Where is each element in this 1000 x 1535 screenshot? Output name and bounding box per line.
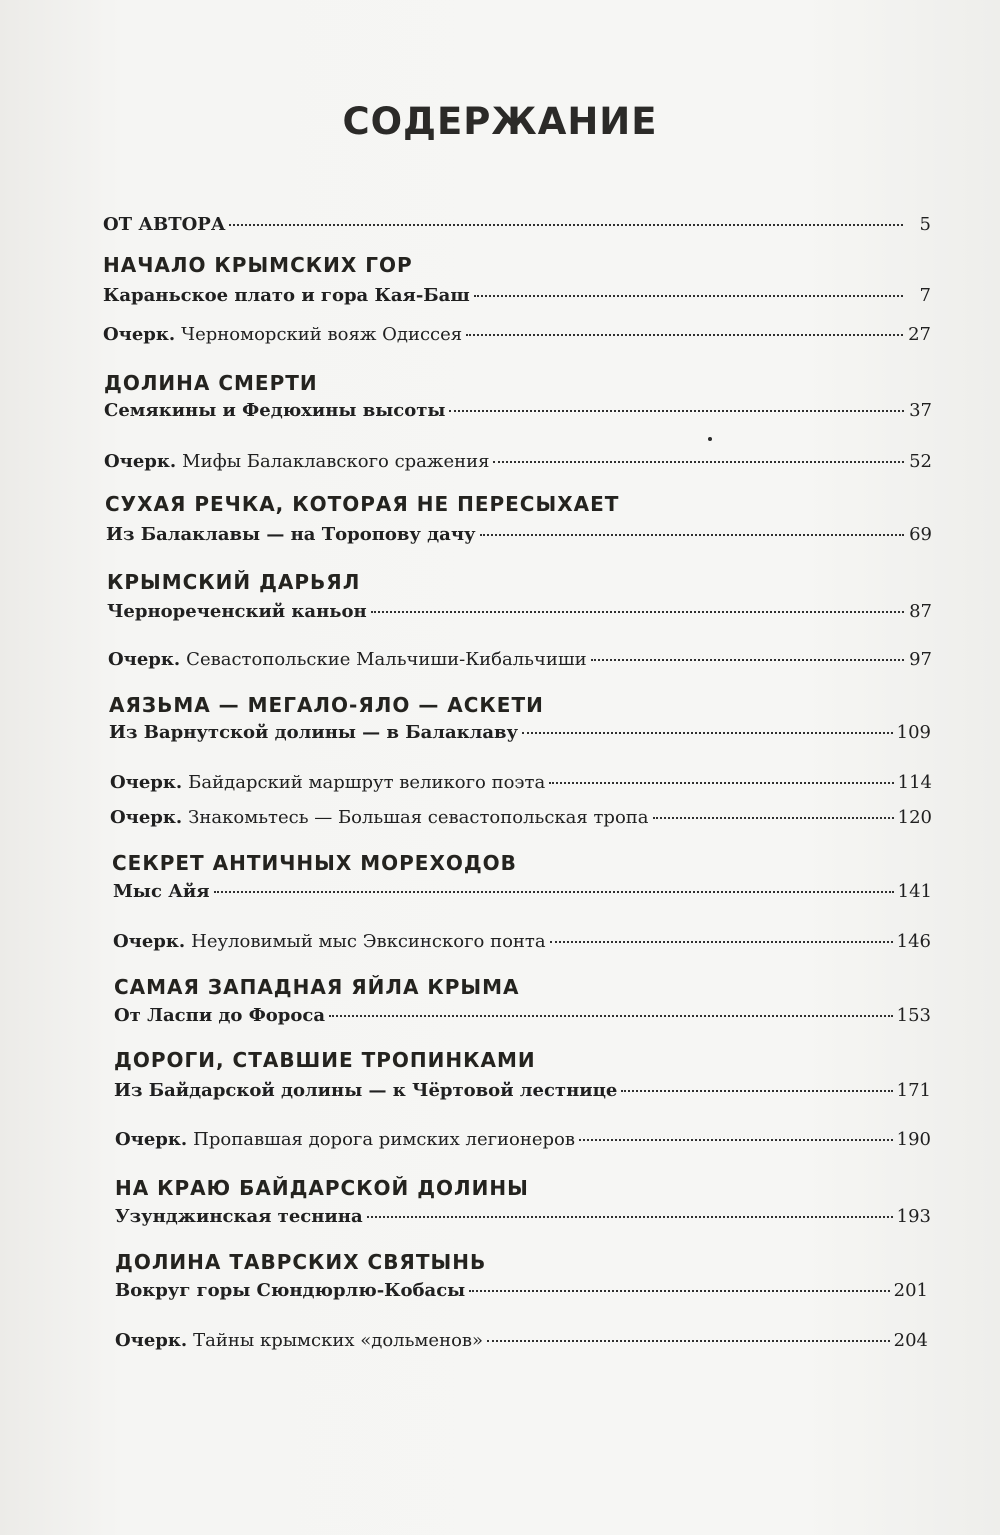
essay-prefix: Очерк. [115,1129,188,1150]
section-heading: АЯЗЬМА — МЕГАЛО-ЯЛО — АСКЕТИ [109,693,544,717]
toc-entry-label: ОТ АВТОРА [103,214,226,235]
leader-dots [466,334,903,336]
leader-dots [549,782,893,784]
toc-entry [115,1206,931,1228]
section-heading: ДОРОГИ, СТАВШИЕ ТРОПИНКАМИ [114,1048,536,1072]
toc-entry-label: Чернореченский каньон [107,601,367,622]
leader-dots [621,1090,892,1092]
section-heading: ДОЛИНА СМЕРТИ [104,371,318,395]
toc-entry [114,1005,931,1027]
toc-page-number: 97 [909,649,932,670]
toc-entry-label: Узунджинская теснина [115,1206,363,1227]
leader-dots [480,534,904,536]
leader-dots [367,1216,893,1218]
toc-page-number: 153 [896,1005,931,1026]
toc-entry [115,1280,928,1302]
toc-entry-label: Севастопольские Мальчиши-Кибальчиши [186,649,587,670]
toc-entry [103,285,931,307]
toc-entry-label: Мифы Балаклавского сражения [182,451,490,472]
section-heading: КРЫМСКИЙ ДАРЬЯЛ [107,570,361,594]
toc-essay-entry [115,1330,928,1352]
section-heading: САМАЯ ЗАПАДНАЯ ЯЙЛА КРЫМА [114,975,520,999]
toc-page-number: 69 [909,524,932,545]
leader-dots [522,732,893,734]
print-mark [708,437,712,441]
toc-page-number: 204 [893,1330,928,1351]
toc-entry-label: Знакомьтесь — Большая севастопольская тропа [188,807,649,828]
toc-page-number: 114 [897,772,932,793]
essay-prefix: Очерк. [110,772,183,793]
toc-entry-label: Байдарский маршрут великого поэта [188,772,546,793]
essay-prefix: Очерк. [115,1330,188,1351]
leader-dots [474,295,903,297]
toc-entry [114,1080,931,1102]
leader-dots [653,817,894,819]
page-title: СОДЕРЖАНИЕ [342,100,658,143]
toc-entry-label: Вокруг горы Сюндюрлю-Кобасы [115,1280,466,1301]
toc-essay-entry [104,451,932,473]
toc-essay-entry [115,1129,931,1151]
toc-page-number: 109 [896,722,931,743]
essay-prefix: Очерк. [104,451,177,472]
toc-entry-label: Тайны крымских «дольменов» [193,1330,484,1351]
section-heading: СЕКРЕТ АНТИЧНЫХ МОРЕХОДОВ [112,851,517,875]
toc-essay-entry [110,807,932,829]
leader-dots [449,410,904,412]
toc-page-number: 120 [897,807,932,828]
toc-page-number: 146 [896,931,931,952]
toc-entry [104,400,932,422]
toc-entry [106,524,932,546]
essay-prefix: Очерк. [108,649,181,670]
toc-entry-label: Пропавшая дорога римских легионеров [193,1129,576,1150]
toc-essay-entry [110,772,932,794]
toc-page-number: 141 [897,881,932,902]
leader-dots [329,1015,893,1017]
toc-entry [109,722,931,744]
toc-essay-entry [113,931,931,953]
leader-dots [371,611,904,613]
toc-page-number: 52 [909,451,932,472]
toc-page-number: 193 [896,1206,931,1227]
leader-dots [493,461,904,463]
section-heading: НА КРАЮ БАЙДАРСКОЙ ДОЛИНЫ [115,1176,529,1200]
leader-dots [214,891,894,893]
essay-prefix: Очерк. [113,931,186,952]
toc-entry [107,601,932,623]
toc-page-number: 5 [919,214,931,235]
toc-entry-label: Черноморский вояж Одиссея [181,324,463,345]
toc-entry-label: Из Байдарской долины — к Чёртовой лестнице [114,1080,618,1101]
toc-page-number: 190 [896,1129,931,1150]
leader-dots [487,1340,890,1342]
toc-entry-label: Караньское плато и гора Кая-Баш [103,285,470,306]
toc-entry-label: Из Балаклавы — на Торопову дачу [106,524,476,545]
toc-entry-label: Мыс Айя [113,881,210,902]
toc-page-number: 37 [909,400,932,421]
leader-dots [591,659,904,661]
leader-dots [469,1290,889,1292]
toc-entry-intro [103,214,931,236]
toc-page-number: 87 [909,601,932,622]
essay-prefix: Очерк. [110,807,183,828]
leader-dots [550,941,893,943]
toc-entry-label: Семякины и Федюхины высоты [104,400,446,421]
toc-essay-entry [103,324,931,346]
section-heading: НАЧАЛО КРЫМСКИХ ГОР [103,253,413,277]
toc-entry [113,881,932,903]
section-heading: ДОЛИНА ТАВРСКИХ СВЯТЫНЬ [115,1250,487,1274]
toc-page-number: 201 [893,1280,928,1301]
toc-entry-label: Из Варнутской долины — в Балаклаву [109,722,519,743]
toc-essay-entry [108,649,932,671]
toc-page-number: 171 [896,1080,931,1101]
leader-dots [229,224,903,226]
essay-prefix: Очерк. [103,324,176,345]
toc-page-number: 27 [908,324,931,345]
section-heading: СУХАЯ РЕЧКА, КОТОРАЯ НЕ ПЕРЕСЫХАЕТ [105,492,620,516]
toc-page-number: 7 [919,285,931,306]
toc-entry-label: Неуловимый мыс Эвксинского понта [191,931,546,952]
toc-entry-label: От Ласпи до Фороса [114,1005,325,1026]
leader-dots [579,1139,893,1141]
